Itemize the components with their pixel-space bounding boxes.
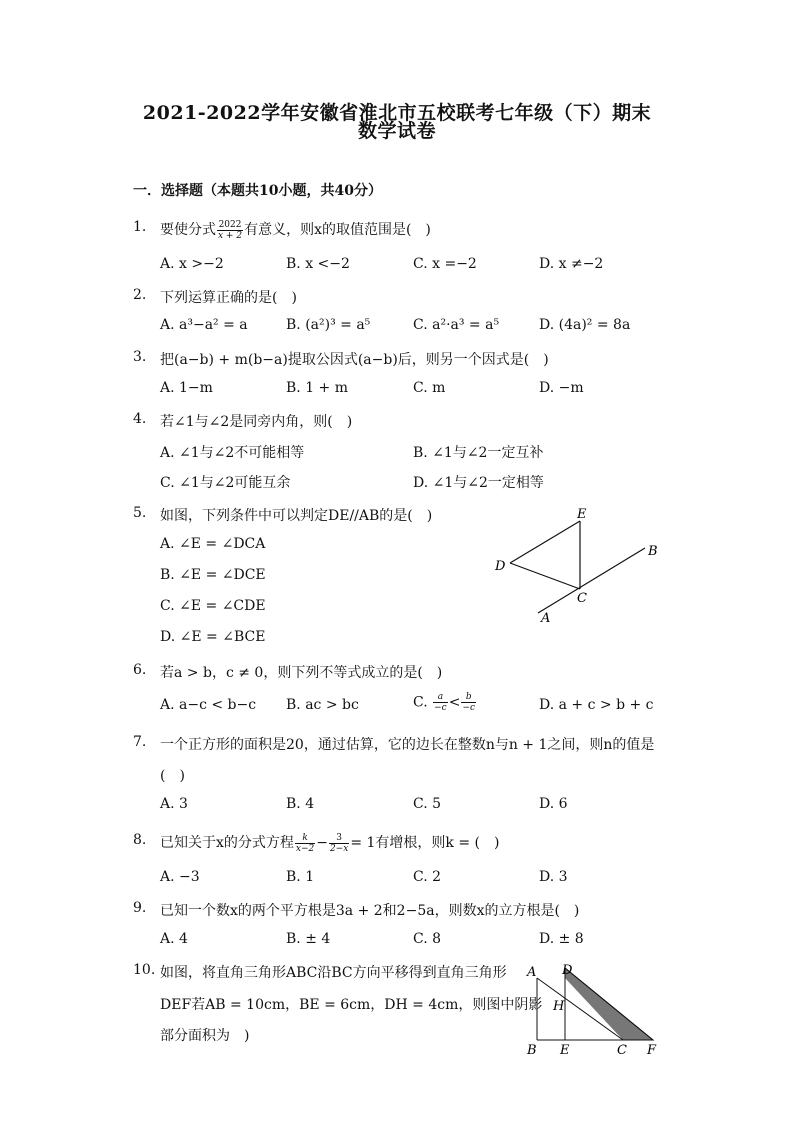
question-number: 10.	[133, 962, 156, 978]
q8-option-d[interactable]: D. 3	[539, 869, 568, 885]
q9-option-c[interactable]: C. 8	[413, 931, 442, 947]
q8-frac-1-num: k	[295, 833, 315, 844]
q7-text-continued: ( )	[160, 768, 185, 784]
question-number: 8.	[133, 832, 147, 848]
q6-frac-a-den: −c	[434, 703, 447, 713]
label-e: E	[577, 507, 587, 522]
q1-option-d[interactable]: D. x ≠−2	[539, 256, 604, 272]
label-a: A	[527, 965, 537, 980]
q8-pre: 已知关于x的分式方程	[160, 835, 294, 851]
q4-option-b[interactable]: B. ∠1与∠2一定互补	[413, 445, 544, 461]
q4-option-d[interactable]: D. ∠1与∠2一定相等	[413, 475, 544, 491]
question-number: 9.	[133, 900, 147, 916]
q6-option-c[interactable]: C. $\frac{a}{-c}$ < $\frac{b}{-c}$	[413, 692, 476, 713]
section-heading: 一．选择题（本题共10小题，共40分）	[133, 183, 382, 199]
q1-post: 有意义，则x的取值范围是( )	[244, 222, 431, 238]
q8-option-a[interactable]: A. −3	[160, 869, 200, 885]
q1-frac-den: x + 2	[218, 230, 243, 241]
line-dc	[510, 563, 580, 589]
q8-frac-1	[295, 833, 315, 854]
q7-option-c[interactable]: C. 5	[413, 796, 442, 812]
q5-option-d[interactable]: D. ∠E = ∠BCE	[160, 629, 266, 645]
q6-frac-a	[433, 692, 448, 713]
q2-option-c[interactable]: C. a²·a³ = a⁵	[413, 317, 500, 333]
q2-option-b[interactable]: B. (a²)³ = a⁵	[286, 317, 371, 333]
q10-text-line2: DEF若AB = 10cm，BE = 6cm，DH = 4cm，则图中阴影	[160, 997, 543, 1013]
q5-option-b[interactable]: B. ∠E = ∠DCE	[160, 567, 266, 583]
q3-option-b[interactable]: B. 1 + m	[286, 380, 349, 396]
label-d: D	[562, 963, 573, 978]
q6-option-a[interactable]: A. a−c < b−c	[160, 697, 257, 713]
page-title: 2021-2022学年安徽省淮北市五校联考七年级（下）期末	[142, 102, 652, 124]
q8-frac-2-den: 2−x	[329, 843, 349, 854]
question-text: 如图，下列条件中可以判定DE//AB的是( )	[160, 508, 433, 524]
q5-figure	[490, 505, 670, 630]
q3-option-a[interactable]: A. 1−m	[160, 380, 213, 396]
label-b: B	[648, 544, 658, 559]
question-number: 2.	[133, 287, 147, 303]
q10-figure	[520, 960, 670, 1060]
q6-option-c-label: C.	[413, 694, 428, 711]
question-text: 若a > b，c ≠ 0，则下列不等式成立的是( )	[160, 665, 443, 681]
q7-option-d[interactable]: D. 6	[539, 796, 568, 812]
line-ab	[538, 548, 645, 613]
label-a: A	[541, 611, 551, 626]
q1-fraction	[217, 220, 243, 241]
question-text	[160, 219, 431, 241]
q6-option-b[interactable]: B. ac > bc	[286, 697, 359, 713]
q10-text-line3: 部分面积为 )	[160, 1028, 250, 1044]
page-subtitle	[0, 116, 794, 143]
q5-option-c[interactable]: C. ∠E = ∠CDE	[160, 598, 266, 614]
q4-option-a[interactable]: A. ∠1与∠2不可能相等	[160, 445, 305, 461]
q3-option-d[interactable]: D. −m	[539, 380, 584, 396]
question-number: 4.	[133, 411, 147, 427]
label-b: B	[527, 1043, 537, 1058]
q1-option-b[interactable]: B. x <−2	[286, 256, 350, 272]
q6-frac-b-den: −c	[462, 703, 476, 713]
q1-frac-num: 2022	[218, 219, 242, 230]
question-text: 如图，将直角三角形ABC沿BC方向平移得到直角三角形	[160, 965, 507, 981]
q8-frac-2-num: 3	[329, 833, 349, 844]
question-number: 6.	[133, 662, 147, 678]
q8-post: = 1有增根，则k = ( )	[350, 835, 500, 851]
q6-frac-b	[461, 692, 476, 713]
line-de	[510, 521, 580, 563]
q3-option-c[interactable]: C. m	[413, 380, 446, 396]
q8-minus: −	[316, 835, 328, 851]
q8-frac-1-den: x−2	[295, 843, 315, 854]
label-d: D	[495, 559, 506, 574]
label-h: H	[553, 999, 565, 1014]
question-number: 3.	[133, 349, 147, 365]
question-text: 已知一个数x的两个平方根是3a + 2和2−5a，则数x的立方根是( )	[160, 903, 580, 919]
q8-option-b[interactable]: B. 1	[286, 869, 315, 885]
q9-option-a[interactable]: A. 4	[160, 931, 188, 947]
q8-frac-2	[329, 833, 349, 854]
label-c: C	[617, 1043, 627, 1058]
question-number: 7.	[133, 734, 147, 750]
question-text	[160, 832, 499, 854]
q2-option-d[interactable]: D. (4a)² = 8a	[539, 317, 631, 333]
q1-pre: 要使分式	[160, 222, 216, 238]
question-text: 若∠1与∠2是同旁内角，则( )	[160, 414, 353, 430]
q7-option-a[interactable]: A. 3	[160, 796, 188, 812]
q1-option-c[interactable]: C. x =−2	[413, 256, 477, 272]
q4-option-c[interactable]: C. ∠1与∠2可能互余	[160, 475, 291, 491]
title-line2: 数学试卷	[357, 120, 436, 142]
q5-option-a[interactable]: A. ∠E = ∠DCA	[160, 536, 266, 552]
q9-option-b[interactable]: B. ± 4	[286, 931, 331, 947]
q7-option-b[interactable]: B. 4	[286, 796, 315, 812]
q1-option-a[interactable]: A. x >−2	[160, 256, 224, 272]
q6-frac-a-num: a	[433, 692, 448, 703]
q6-option-d[interactable]: D. a + c > b + c	[539, 697, 654, 713]
question-text: 一个正方形的面积是20，通过估算，它的边长在整数n与n + 1之间，则n的值是	[160, 737, 655, 753]
question-text: 把(a−b) + m(b−a)提取公因式(a−b)后，则另一个因式是( )	[160, 352, 549, 368]
q6-frac-b-num: b	[461, 692, 476, 703]
label-e: E	[560, 1043, 570, 1058]
q2-option-a[interactable]: A. a³−a² = a	[160, 317, 248, 333]
label-c: C	[577, 591, 587, 606]
q8-option-c[interactable]: C. 2	[413, 869, 442, 885]
label-f: F	[647, 1043, 657, 1058]
question-number: 1.	[133, 219, 147, 235]
q9-option-d[interactable]: D. ± 8	[539, 931, 584, 947]
question-text: 下列运算正确的是( )	[160, 290, 297, 306]
question-number: 5.	[133, 505, 147, 521]
